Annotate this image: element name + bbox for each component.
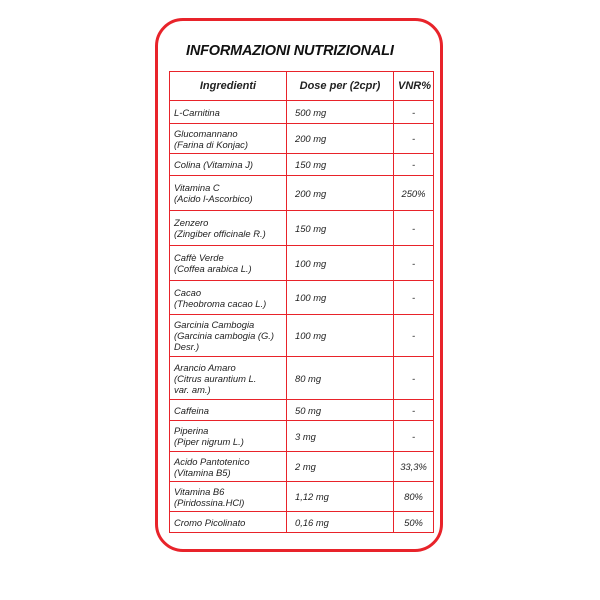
table-row xyxy=(170,154,434,176)
table-row xyxy=(170,482,434,512)
table-row xyxy=(170,357,434,400)
dose-cell: 500 mg xyxy=(287,101,394,124)
ingredient-line: Vitamina B6 xyxy=(174,485,225,497)
ingredient-line: (Garcinia cambogia (G.) xyxy=(174,330,275,341)
vnr-cell: - xyxy=(394,421,434,452)
vnr-cell: - xyxy=(394,357,434,400)
table-row xyxy=(170,124,434,154)
ingredient-line: (Farina di Konjac) xyxy=(174,138,248,150)
ingredient-line: Cromo Picolinato xyxy=(174,516,246,528)
table-row xyxy=(170,246,434,281)
ingredient-line: Colina (Vitamina J) xyxy=(174,159,254,170)
header-vnr: VNR% xyxy=(394,72,434,101)
dose-cell: 150 mg xyxy=(287,154,394,176)
vnr-cell: - xyxy=(394,101,434,124)
dose-cell: 150 mg xyxy=(287,211,394,246)
dose-cell: 100 mg xyxy=(287,281,394,315)
table-row xyxy=(170,281,434,315)
ingredient-line: (Piper nigrum L.) xyxy=(174,436,244,447)
ingredient-line: Zenzero xyxy=(174,217,209,228)
table-row xyxy=(170,512,434,533)
vnr-cell: - xyxy=(394,315,434,357)
table-row xyxy=(170,315,434,357)
dose-cell: 50 mg xyxy=(287,400,394,421)
ingredient-line: (Piridossina.HCl) xyxy=(174,496,245,508)
ingredient-line: var. am.) xyxy=(174,383,211,395)
ingredient-line: Glucomannano xyxy=(174,127,238,139)
vnr-cell: - xyxy=(394,124,434,154)
header-ingredients: Ingredienti xyxy=(170,72,287,101)
dose-cell: 80 mg xyxy=(287,357,394,400)
ingredient-line: Piperina xyxy=(174,425,209,436)
ingredient-cell xyxy=(170,124,287,154)
table-row xyxy=(170,211,434,246)
ingredient-line: Acido Pantotenico xyxy=(174,455,250,467)
ingredient-cell xyxy=(170,357,287,400)
ingredient-line: Arancio Amaro xyxy=(174,361,236,373)
vnr-cell: 33,3% xyxy=(394,452,434,482)
vnr-cell: - xyxy=(394,154,434,176)
vnr-cell: 80% xyxy=(394,482,434,512)
table-row xyxy=(170,101,434,124)
vnr-cell: - xyxy=(394,246,434,281)
ingredient-cell xyxy=(170,246,287,281)
dose-cell: 3 mg xyxy=(287,421,394,452)
ingredient-line: (Theobroma cacao L.) xyxy=(174,297,267,309)
table-row xyxy=(170,400,434,421)
ingredient-line: Garcinia Cambogia xyxy=(174,319,255,330)
table-body xyxy=(170,101,434,533)
dose-cell: 0,16 mg xyxy=(287,512,394,533)
vnr-cell: - xyxy=(394,281,434,315)
ingredient-line: (Zingiber officinale R.) xyxy=(174,228,266,239)
dose-cell: 200 mg xyxy=(287,176,394,211)
table-row xyxy=(170,421,434,452)
ingredient-cell xyxy=(170,400,287,421)
nutrition-table xyxy=(169,71,434,533)
dose-cell: 200 mg xyxy=(287,124,394,154)
ingredient-cell xyxy=(170,452,287,482)
ingredient-line: L-Carnitina xyxy=(174,106,220,118)
dose-cell: 100 mg xyxy=(287,246,394,281)
card-title: INFORMAZIONI NUTRIZIONALI xyxy=(186,43,394,59)
ingredient-cell xyxy=(170,512,287,533)
ingredient-cell xyxy=(170,154,287,176)
ingredient-cell xyxy=(170,176,287,211)
ingredient-line: (Citrus aurantium L. xyxy=(174,372,257,384)
ingredient-cell xyxy=(170,482,287,512)
table-row xyxy=(170,176,434,211)
table-header-row xyxy=(170,72,434,101)
ingredient-cell xyxy=(170,421,287,452)
dose-cell: 100 mg xyxy=(287,315,394,357)
ingredient-line: (Acido l-Ascorbico) xyxy=(174,193,253,204)
vnr-cell: 50% xyxy=(394,512,434,533)
ingredient-cell xyxy=(170,315,287,357)
table-row xyxy=(170,452,434,482)
vnr-cell: 250% xyxy=(394,176,434,211)
ingredient-cell xyxy=(170,281,287,315)
ingredient-line: Vitamina C xyxy=(174,182,220,193)
ingredient-line: Caffè Verde xyxy=(174,252,224,263)
header-dose: Dose per (2cpr) xyxy=(287,72,394,101)
ingredient-line: (Vitamina B5) xyxy=(174,466,231,478)
dose-cell: 2 mg xyxy=(287,452,394,482)
dose-cell: 1,12 mg xyxy=(287,482,394,512)
vnr-cell: - xyxy=(394,400,434,421)
ingredient-line: (Coffea arabica L.) xyxy=(174,263,252,274)
ingredient-line: Cacao xyxy=(174,286,202,298)
ingredient-cell xyxy=(170,101,287,124)
ingredient-line: Caffeina xyxy=(174,404,209,416)
ingredient-line: Desr.) xyxy=(174,341,200,352)
nutrition-card xyxy=(155,18,443,552)
ingredient-cell xyxy=(170,211,287,246)
vnr-cell: - xyxy=(394,211,434,246)
